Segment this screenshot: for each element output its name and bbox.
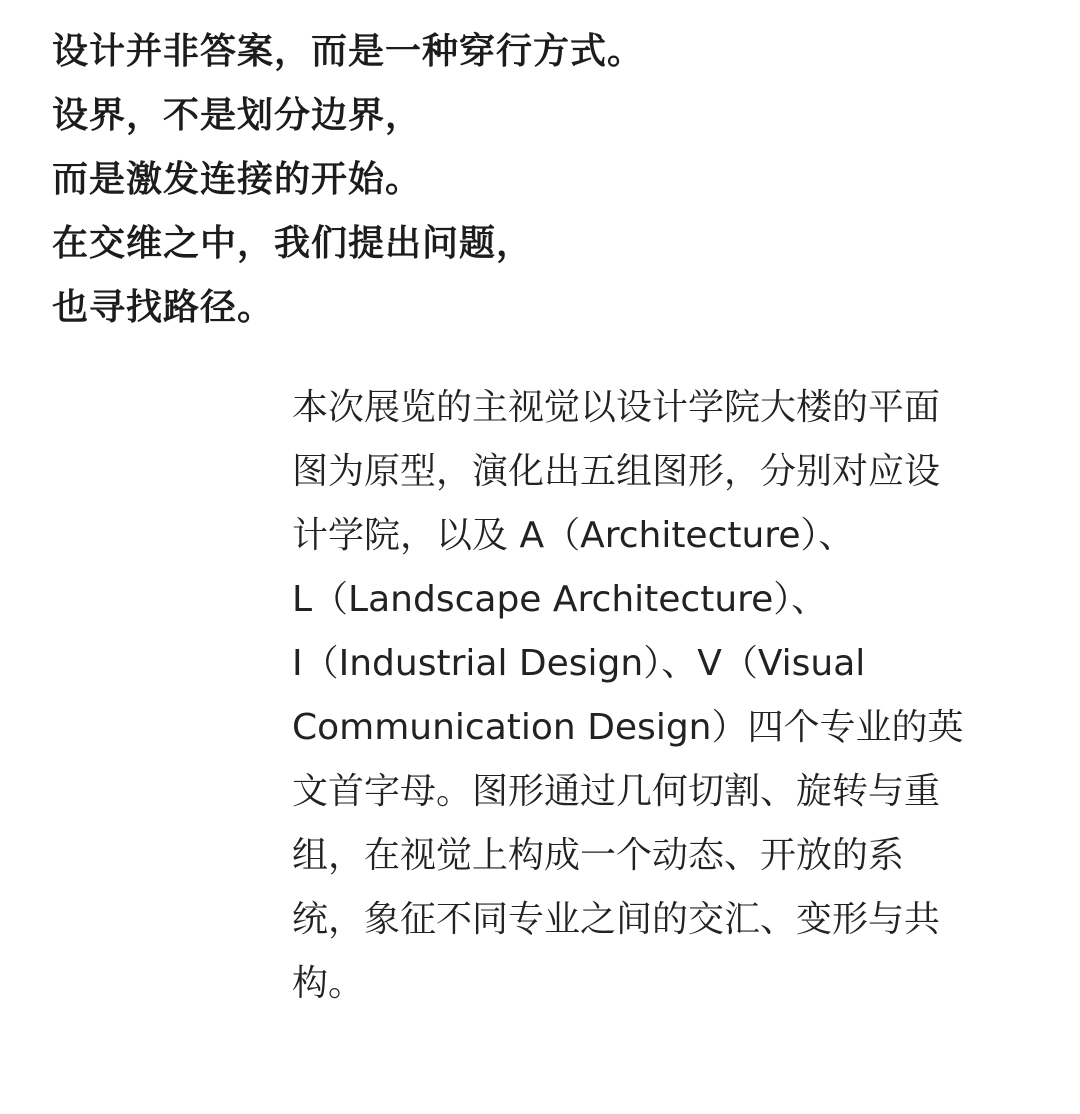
description-line: 文首字母。图形通过几何切割、旋转与重 [292, 771, 941, 812]
intro-line: 在交维之中，我们提出问题， [52, 223, 534, 264]
description-line: 构。 [292, 963, 365, 1004]
description-line: 计学院，以及 A（Architecture）、 [292, 515, 855, 556]
description-line: 本次展览的主视觉以设计学院大楼的平面 [292, 387, 941, 428]
description-line: L（Landscape Architecture）、 [292, 579, 828, 620]
description-line: 图为原型，演化出五组图形，分别对应设 [292, 451, 941, 492]
description-line: 统，象征不同专业之间的交汇、变形与共 [292, 899, 941, 940]
intro-statement [52, 20, 1052, 340]
intro-line: 设界，不是划分边界， [52, 95, 423, 136]
intro-line: 也寻找路径。 [52, 287, 275, 328]
description-line: I（Industrial Design）、V（Visual [292, 643, 866, 684]
intro-line: 而是激发连接的开始。 [52, 159, 423, 200]
description-line: 组，在视觉上构成一个动态、开放的系 [292, 835, 905, 876]
description-paragraph [292, 376, 1032, 1016]
intro-line: 设计并非答案，而是一种穿行方式。 [52, 31, 645, 72]
description-line: Communication Design）四个专业的英 [292, 707, 964, 748]
